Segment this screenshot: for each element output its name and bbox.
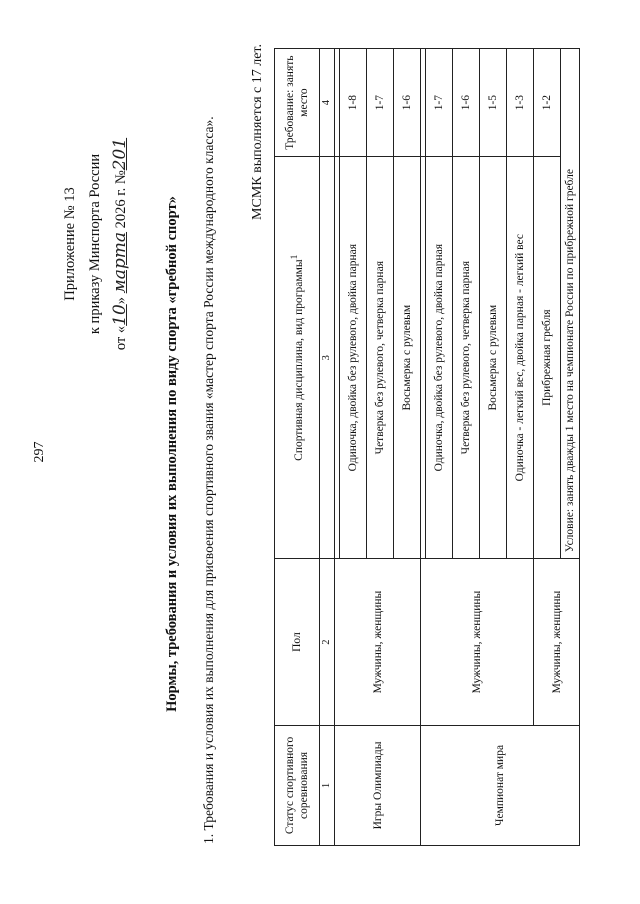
section-heading: 1. Требования и условия их выполнения для присвоения спортивного звания «мастер спорта России международного класса».: [201, 116, 216, 844]
gender-cell: Мужчины, женщины: [421, 559, 534, 726]
discipline-cell: Четверка без рулевого, четверка парная: [367, 157, 394, 559]
document-title: Нормы, требования и условия их выполнения по виду спорта «гребной спорт»: [164, 196, 180, 712]
page-number: 297: [32, 441, 47, 463]
footnote-mark: 1: [289, 254, 301, 260]
handwritten-day: 10: [110, 304, 130, 326]
discipline-cell: Четверка без рулевого, четверка парная: [453, 157, 480, 559]
column-number: 1: [320, 725, 335, 845]
discipline-cell: Одиночка, двойка без рулевого, двойка парная: [340, 157, 367, 559]
discipline-cell: Одиночка - легкий вес, двойка парная - легкий вес: [507, 157, 534, 559]
header-requirement: Требование: занять место: [275, 49, 320, 157]
discipline-cell: Восьмерка с рулевым: [480, 157, 507, 559]
column-number: 3: [320, 157, 335, 559]
appendix-number: Приложение № 13: [62, 187, 78, 301]
discipline-cell: Восьмерка с рулевым: [394, 157, 421, 559]
status-cell: Чемпионат мира: [421, 725, 580, 845]
condition-cell: Условие: занять дважды 1 место на чемпионате России по прибрежной гребле: [561, 49, 580, 559]
appendix-header: [58, 104, 134, 384]
place-cell: 1-8: [340, 49, 367, 157]
place-cell: 1-3: [507, 49, 534, 157]
discipline-cell: Прибрежная гребля: [534, 157, 561, 559]
handwritten-month: марта: [110, 231, 130, 294]
status-cell: Игры Олимпиады: [335, 725, 421, 845]
discipline-cell: Одиночка, двойка без рулевого, двойка парная: [426, 157, 453, 559]
header-status: Статус спортивного соревнования: [275, 725, 320, 845]
table-header-row: [275, 49, 320, 846]
place-cell: 1-7: [426, 49, 453, 157]
place-cell: 1-6: [394, 49, 421, 157]
place-cell: 1-2: [534, 49, 561, 157]
place-cell: 1-6: [453, 49, 480, 157]
place-cell: 1-7: [367, 49, 394, 157]
gender-cell: Мужчины, женщины: [534, 559, 580, 726]
appendix-date-line: от «10» марта 2026 г. №201: [110, 137, 130, 351]
gender-cell: Мужчины, женщины: [335, 559, 421, 726]
column-number: 4: [320, 49, 335, 157]
column-number-row: [320, 49, 335, 846]
norms-table: [274, 48, 580, 846]
column-number: 2: [320, 559, 335, 726]
appendix-order-ref: к приказу Минспорта России: [87, 153, 103, 335]
header-discipline: Спортивная дисциплина, вид программы$^1$: [275, 157, 320, 559]
age-note: МСМК выполняется с 17 лет.: [250, 44, 265, 220]
header-gender: Пол: [275, 559, 320, 726]
place-cell: 1-5: [480, 49, 507, 157]
handwritten-order-number: 201: [110, 137, 130, 171]
